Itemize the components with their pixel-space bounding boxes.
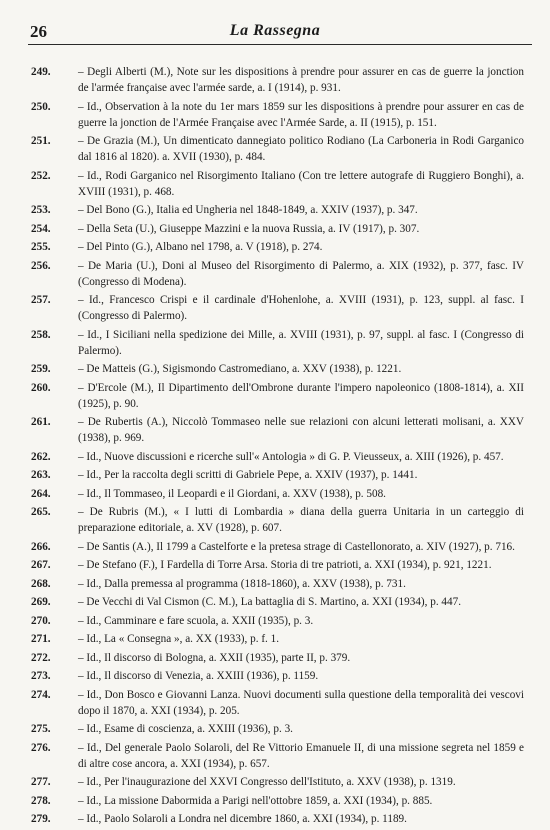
entry-number: 264.	[31, 487, 51, 500]
entry-text: – Id., La « Consegna », a. XX (1933), p. f. 1.	[78, 633, 280, 645]
entry-number: 267.	[31, 559, 51, 571]
page-header	[0, 0, 550, 60]
bibliography-entry	[0, 613, 550, 629]
bibliography-entry	[0, 504, 550, 536]
bibliography-entry	[0, 221, 550, 237]
entry-number: 263.	[31, 469, 51, 481]
entry-number: 277.	[31, 776, 51, 788]
bibliography-entry	[0, 539, 550, 555]
bibliography-entry	[0, 202, 550, 218]
entry-text: – Id., Dalla premessa al programma (1818-1860), a. XXV (1938), p. 731.	[78, 577, 406, 590]
bibliography-entry	[0, 64, 550, 96]
entry-number: 269.	[31, 596, 51, 608]
bibliography-entry	[0, 467, 550, 483]
entry-text: – Id., Nuove discussioni e ricerche sull'« Antologia » di G. P. Vieusseux, a. XIII (1926), p. 457.	[78, 450, 504, 463]
entry-number: 271.	[31, 633, 51, 645]
entry-number: 250.	[31, 100, 51, 113]
running-title: La Rassegna	[229, 22, 321, 39]
entry-number: 272.	[31, 651, 51, 664]
bibliography-entry	[0, 811, 550, 827]
entry-number: 279.	[31, 813, 51, 825]
bibliography-entry	[0, 668, 550, 684]
entry-text: – Id., Camminare e fare scuola, a. XXII (1935), p. 3.	[78, 614, 314, 627]
entry-number: 274.	[31, 688, 51, 701]
bibliography-entry	[0, 133, 550, 165]
entry-text: – Id., Observation à la note du 1er mars 1859 sur les dispositions à prendre pour assurer en cas de guerre la jonction de l'Armée Française avec l'Armée Sarde, a. II (1915), p. 151.	[78, 100, 524, 129]
entry-text: – Id., La missione Dabormida a Parigi nell'ottobre 1859, a. XXI (1934), p. 885.	[78, 794, 433, 807]
bibliography-entry	[0, 594, 550, 610]
bibliography-entry	[0, 99, 550, 131]
entry-number: 261.	[31, 416, 51, 428]
bibliography-entry	[0, 258, 550, 290]
entry-text: – De Vecchi di Val Cismon (C. M.), La battaglia di S. Martino, a. XXI (1934), p. 447.	[78, 596, 462, 608]
bibliography-entry	[0, 380, 550, 412]
bibliography-entry	[0, 239, 550, 255]
entry-text: – Id., Il discorso di Bologna, a. XXII (1935), parte II, p. 379.	[78, 651, 351, 664]
entry-number: 258.	[31, 328, 51, 341]
entry-text: – De Matteis (G.), Sigismondo Castromediano, a. XXV (1938), p. 1221.	[78, 363, 402, 375]
entry-text: – Del Bono (G.), Italia ed Ungheria nel 1848-1849, a. XXIV (1937), p. 347.	[78, 204, 418, 216]
entry-text: – Id., Il discorso di Venezia, a. XXIII (1936), p. 1159.	[78, 670, 319, 682]
entry-text: – De Grazia (M.), Un dimenticato dannegiato politico Rodiano (La Carboneria in Rodi Garganico dal 1816 al 1820). a. XVII (1930), p. 484.	[78, 135, 524, 163]
entry-number: 255.	[31, 241, 51, 253]
entry-number: 278.	[31, 794, 51, 807]
entry-number: 276.	[31, 741, 51, 754]
entry-number: 268.	[31, 577, 51, 590]
bibliography-entry	[0, 650, 550, 666]
entry-number: 256.	[31, 259, 51, 272]
bibliography-entry	[0, 361, 550, 377]
entry-number: 254.	[31, 222, 51, 235]
bibliography-entry	[0, 576, 550, 592]
header-rule	[28, 44, 532, 45]
entry-text: – Id., Rodi Garganico nel Risorgimento Italiano (Con tre lettere autografe di Ruggiero Bonghi), a. XVIII (1931), p. 468.	[78, 169, 524, 198]
entry-number: 262.	[31, 450, 51, 463]
entry-number: 253.	[31, 204, 51, 216]
entry-text: – Id., Il Tommaseo, il Leopardi e il Giordani, a. XXV (1938), p. 508.	[78, 487, 386, 500]
entry-text: – De Santis (A.), Il 1799 a Castelforte e la pretesa strage di Castellonorato, a. XIV (1927), p. 716.	[78, 540, 515, 553]
entry-text: – De Rubris (M.), « I lutti di Lombardia » diana della guerra Unitaria in un carteggio di preparazione editoriale, a. XV (1928), p. 607.	[78, 506, 524, 534]
entry-text: – De Stefano (F.), I Fardella di Torre Arsa. Storia di tre patrioti, a. XXI (1934), p. 921, 1221.	[78, 559, 492, 571]
entry-number: 259.	[31, 363, 51, 375]
entry-number: 251.	[31, 135, 51, 147]
entry-text: – De Maria (U.), Doni al Museo del Risorgimento di Palermo, a. XIX (1932), p. 377, fasc. IV (Congresso di Modena).	[78, 259, 524, 288]
bibliography-entry	[0, 774, 550, 790]
bibliography-entry	[0, 168, 550, 200]
entry-number: 260.	[31, 381, 51, 394]
entry-number: 257.	[31, 294, 51, 306]
entry-text: – Id., Don Bosco e Giovanni Lanza. Nuovi documenti sulla questione della temporalità dei vescovi dopo il 1870, a. XXI (1934), p. 205.	[78, 688, 524, 717]
entry-number: 266.	[31, 540, 51, 553]
bibliography-entry	[0, 414, 550, 446]
bibliography-entry	[0, 793, 550, 809]
entry-text: – Id., Per la raccolta degli scritti di Gabriele Pepe, a. XXIV (1937), p. 1441.	[78, 469, 418, 481]
bibliography-entry	[0, 557, 550, 573]
entry-text: – Id., Per l'inaugurazione del XXVI Congresso dell'Istituto, a. XXV (1938), p. 1319.	[78, 776, 456, 788]
page-number: 26	[30, 22, 47, 41]
bibliography-entry	[0, 721, 550, 737]
bibliography-entry	[0, 740, 550, 772]
entry-text: – Id., Esame di coscienza, a. XXIII (1936), p. 3.	[78, 723, 293, 735]
entry-number: 252.	[31, 169, 51, 182]
entry-number: 273.	[31, 670, 51, 682]
entry-number: 270.	[31, 614, 51, 627]
entry-text: – Della Seta (U.), Giuseppe Mazzini e la nuova Russia, a. IV (1917), p. 307.	[78, 222, 420, 235]
entry-text: – Del Pinto (G.), Albano nel 1798, a. V (1918), p. 274.	[78, 241, 323, 253]
entry-text: – Id., Paolo Solaroli a Londra nel dicembre 1860, a. XXI (1934), p. 1189.	[78, 813, 407, 825]
entry-text: – Degli Alberti (M.), Note sur les dispositions à prendre pour assurer en cas de guerre la jonction de l'armée française avec l'armée sarde, a. I (1914), p. 931.	[78, 66, 524, 94]
entry-text: – De Rubertis (A.), Niccolò Tommaseo nelle sue relazioni con alcuni letterati molisani, a. XXV (1938), p. 969.	[78, 416, 524, 444]
bibliography-entry	[0, 292, 550, 324]
bibliography-list	[0, 64, 550, 830]
entry-text: – Id., Del generale Paolo Solaroli, del Re Vittorio Emanuele II, di una missione segreta nel 1859 e di altre cose ancora, a. XXI (1934), p. 657.	[78, 741, 524, 770]
entry-text: – Id., I Siciliani nella spedizione dei Mille, a. XVIII (1931), p. 97, suppl. al fasc. I (Congresso di Palermo).	[78, 328, 524, 357]
entry-text: – Id., Francesco Crispi e il cardinale d'Hohenlohe, a. XVIII (1931), p. 123, suppl. al fasc. I (Congresso di Palermo).	[78, 294, 524, 322]
entry-number: 249.	[31, 66, 51, 78]
bibliography-entry	[0, 486, 550, 502]
bibliography-entry	[0, 449, 550, 465]
bibliography-entry	[0, 687, 550, 719]
entry-number: 275.	[31, 723, 51, 735]
entry-text: – D'Ercole (M.), Il Dipartimento dell'Ombrone durante l'impero napoleonico (1808-1814), a. XII (1925), p. 90.	[78, 381, 524, 410]
bibliography-entry	[0, 327, 550, 359]
entry-number: 265.	[31, 506, 51, 518]
bibliography-entry	[0, 631, 550, 647]
